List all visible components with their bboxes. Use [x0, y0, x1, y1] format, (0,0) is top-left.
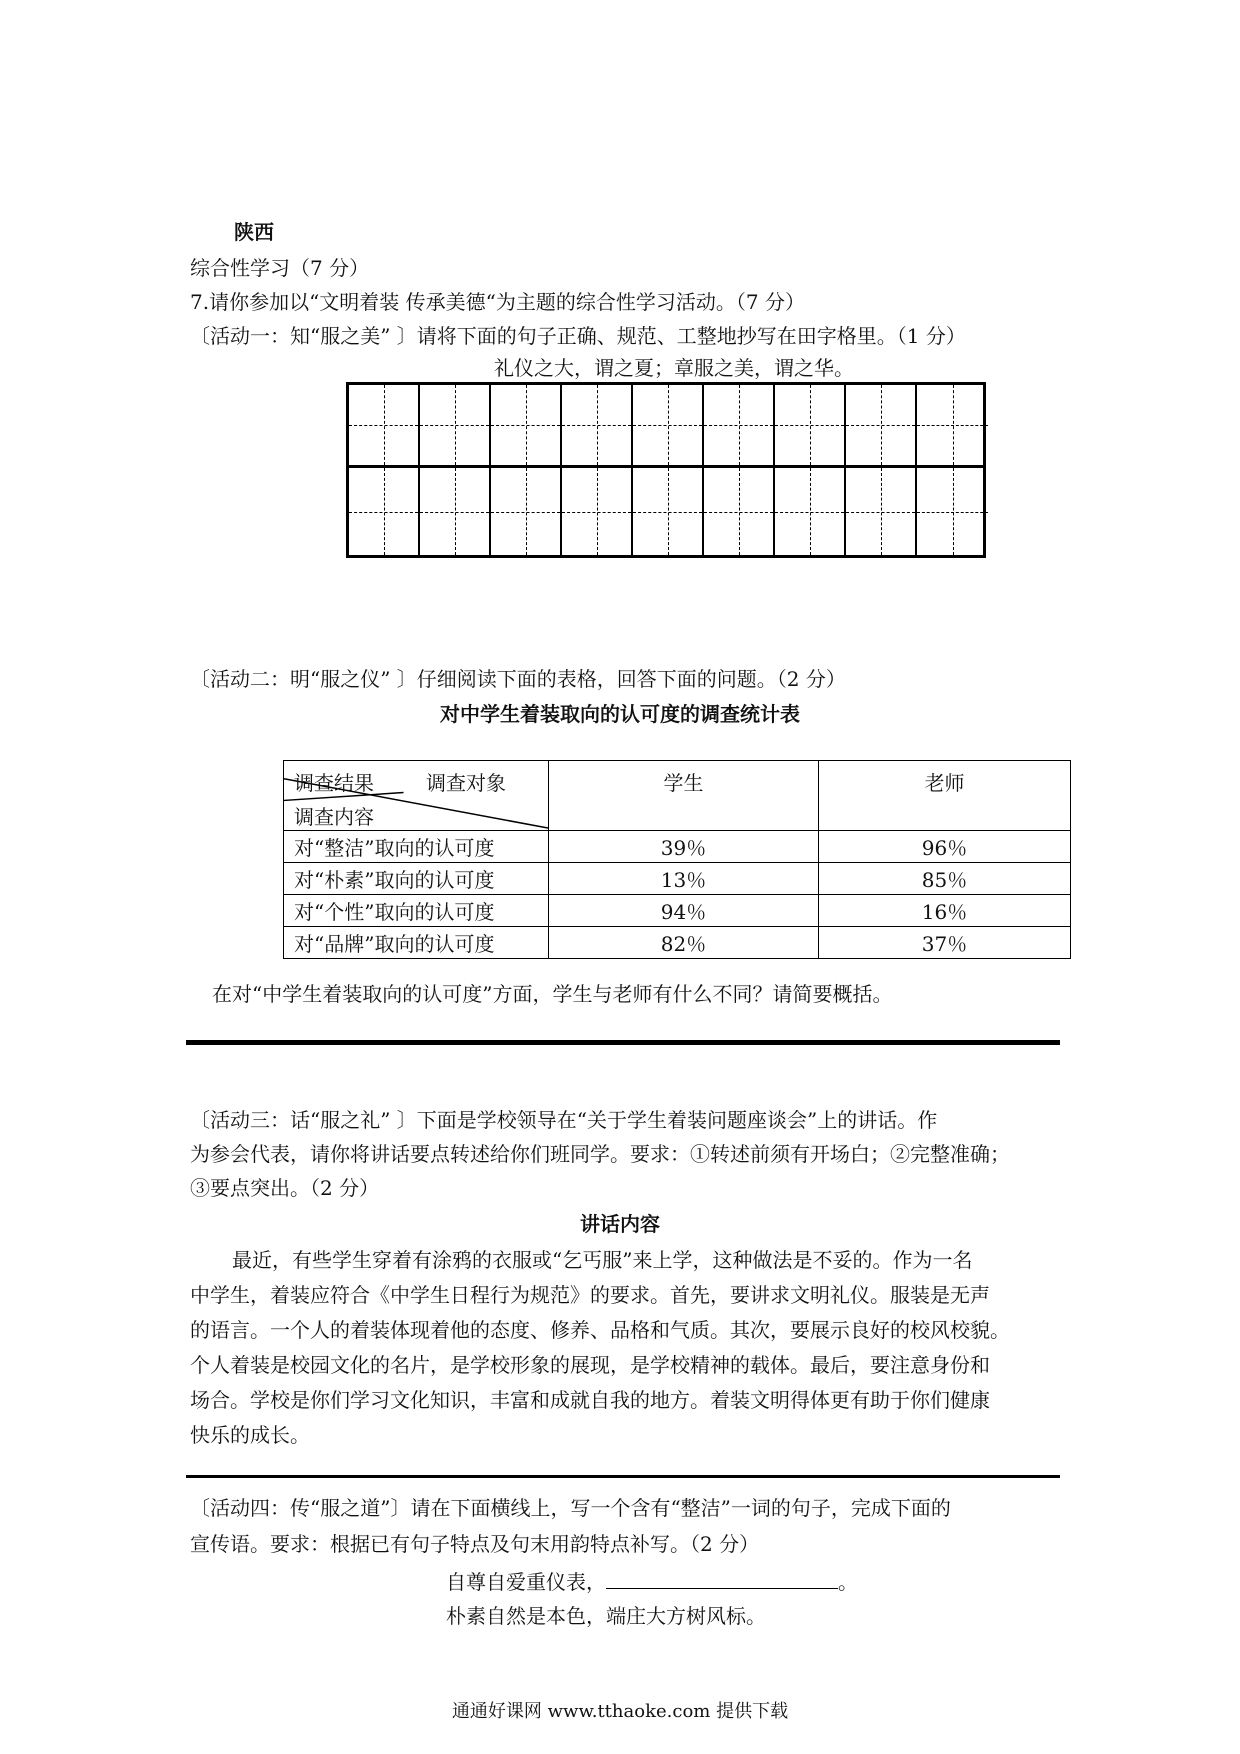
- cell-guide-horizontal: [349, 425, 418, 426]
- activity3-instruction-line1: 〔活动三：话“服之礼” 〕下面是学校领导在“关于学生着装问题座谈会”上的讲话。作: [190, 1108, 938, 1132]
- grid-cell[interactable]: [846, 468, 917, 555]
- row-label: 对“个性”取向的认可度: [284, 895, 549, 927]
- activity3-instruction-line3: ③要点突出。（2 分）: [190, 1176, 380, 1200]
- grid-cell[interactable]: [491, 468, 562, 555]
- row-label: 对“品牌”取向的认可度: [284, 927, 549, 959]
- teacher-value: 16％: [819, 895, 1071, 927]
- cell-guide-horizontal: [775, 512, 844, 513]
- cell-guide-horizontal: [633, 512, 702, 513]
- grid-cell[interactable]: [420, 385, 491, 465]
- table-row: [284, 927, 1071, 959]
- row-label: 对“朴素”取向的认可度: [284, 863, 549, 895]
- speech-line: 最近，有些学生穿着有涂鸦的衣服或“乞丐服”来上学，这种做法是不妥的。作为一名: [232, 1248, 973, 1272]
- cell-guide-horizontal: [420, 512, 489, 513]
- cell-guide-horizontal: [491, 512, 560, 513]
- grid-cell[interactable]: [704, 385, 775, 465]
- section-divider: [186, 1475, 1060, 1478]
- question-7: 7.请你参加以“文明着装 传承美德“为主题的综合性学习活动。（7 分）: [190, 290, 805, 314]
- grid-cell[interactable]: [775, 468, 846, 555]
- cell-guide-horizontal: [633, 425, 702, 426]
- header-student: 学生: [549, 761, 819, 831]
- row-label: 对“整洁”取向的认可度: [284, 831, 549, 863]
- diagonal-header-cell: [284, 761, 549, 831]
- answer-blank[interactable]: [606, 1566, 838, 1589]
- grid-cell[interactable]: [349, 385, 420, 465]
- cell-guide-horizontal: [562, 425, 631, 426]
- table-row: [284, 831, 1071, 863]
- table-title: 对中学生着装取向的认可度的调查统计表: [440, 702, 800, 726]
- speech-line: 的语言。一个人的着装体现着他的态度、修养、品格和气质。其次，要展示良好的校风校貌。: [190, 1318, 1010, 1342]
- grid-cell[interactable]: [704, 468, 775, 555]
- grid-row: [349, 468, 983, 555]
- cell-guide-horizontal: [349, 512, 418, 513]
- region-title: 陕西: [234, 220, 274, 244]
- header-target-label: 调查对象: [426, 771, 506, 795]
- cell-guide-horizontal: [704, 512, 773, 513]
- grid-cell[interactable]: [917, 468, 988, 555]
- grid-cell[interactable]: [349, 468, 420, 555]
- header-teacher: 老师: [819, 761, 1071, 831]
- slogan-line1: [446, 1566, 858, 1596]
- student-value: 94％: [549, 895, 819, 927]
- cell-guide-horizontal: [420, 425, 489, 426]
- slogan-line1-prefix: 自尊自爱重仪表，: [446, 1570, 606, 1594]
- slogan-line1-suffix: 。: [838, 1570, 858, 1594]
- speech-line: 场合。学校是你们学习文化知识，丰富和成就自我的地方。着装文明得体更有助于你们健康: [190, 1388, 990, 1412]
- activity4-instruction-line2: 宣传语。要求：根据已有句子特点及句末用韵特点补写。（2 分）: [190, 1532, 760, 1556]
- activity2-instruction: 〔活动二：明“服之仪” 〕仔细阅读下面的表格，回答下面的问题。（2 分）: [190, 667, 846, 691]
- cell-guide-horizontal: [491, 425, 560, 426]
- activity1-sentence: 礼仪之大，谓之夏；章服之美，谓之华。: [494, 356, 854, 380]
- cell-guide-horizontal: [775, 425, 844, 426]
- student-value: 13％: [549, 863, 819, 895]
- cell-guide-horizontal: [562, 512, 631, 513]
- activity1-instruction: 〔活动一：知“服之美” 〕请将下面的句子正确、规范、工整地抄写在田字格里。（1 分）: [190, 324, 966, 348]
- speech-line: 中学生，着装应符合《中学生日程行为规范》的要求。首先，要讲求文明礼仪。服装是无声: [190, 1283, 990, 1307]
- grid-cell[interactable]: [775, 385, 846, 465]
- grid-cell[interactable]: [420, 468, 491, 555]
- activity2-question: 在对“中学生着装取向的认可度”方面，学生与老师有什么不同？请简要概括。: [212, 982, 893, 1006]
- cell-guide-horizontal: [846, 425, 915, 426]
- teacher-value: 96％: [819, 831, 1071, 863]
- table-row: [284, 863, 1071, 895]
- speech-title: 讲话内容: [580, 1212, 660, 1236]
- answer-divider: [186, 1040, 1060, 1045]
- grid-row: [349, 385, 983, 468]
- slogan-line2: 朴素自然是本色，端庄大方树风标。: [446, 1604, 766, 1628]
- header-content-label: 调查内容: [294, 805, 374, 829]
- activity4-instruction-line1: 〔活动四：传“服之道”〕请在下面横线上，写一个含有“整洁”一词的句子，完成下面的: [190, 1496, 951, 1520]
- grid-cell[interactable]: [562, 385, 633, 465]
- survey-table: [283, 760, 1071, 959]
- student-value: 82％: [549, 927, 819, 959]
- speech-line: 个人着装是校园文化的名片，是学校形象的展现，是学校精神的载体。最后，要注意身份和: [190, 1353, 990, 1377]
- teacher-value: 37％: [819, 927, 1071, 959]
- grid-cell[interactable]: [562, 468, 633, 555]
- cell-guide-horizontal: [917, 512, 988, 513]
- section-title: 综合性学习（7 分）: [190, 256, 370, 280]
- grid-cell[interactable]: [633, 385, 704, 465]
- student-value: 39％: [549, 831, 819, 863]
- writing-grid[interactable]: [346, 382, 986, 558]
- grid-cell[interactable]: [917, 385, 988, 465]
- grid-cell[interactable]: [491, 385, 562, 465]
- footer-credit: 通通好课网 www.tthaoke.com 提供下载: [451, 1701, 789, 1722]
- table-header-row: [284, 761, 1071, 831]
- activity3-instruction-line2: 为参会代表，请你将讲话要点转述给你们班同学。要求：①转述前须有开场白；②完整准确；: [190, 1142, 1010, 1166]
- header-result-label: 调查结果: [294, 771, 374, 795]
- cell-guide-horizontal: [846, 512, 915, 513]
- teacher-value: 85％: [819, 863, 1071, 895]
- cell-guide-horizontal: [917, 425, 988, 426]
- grid-cell[interactable]: [846, 385, 917, 465]
- cell-guide-horizontal: [704, 425, 773, 426]
- speech-line: 快乐的成长。: [190, 1423, 310, 1447]
- table-row: [284, 895, 1071, 927]
- grid-cell[interactable]: [633, 468, 704, 555]
